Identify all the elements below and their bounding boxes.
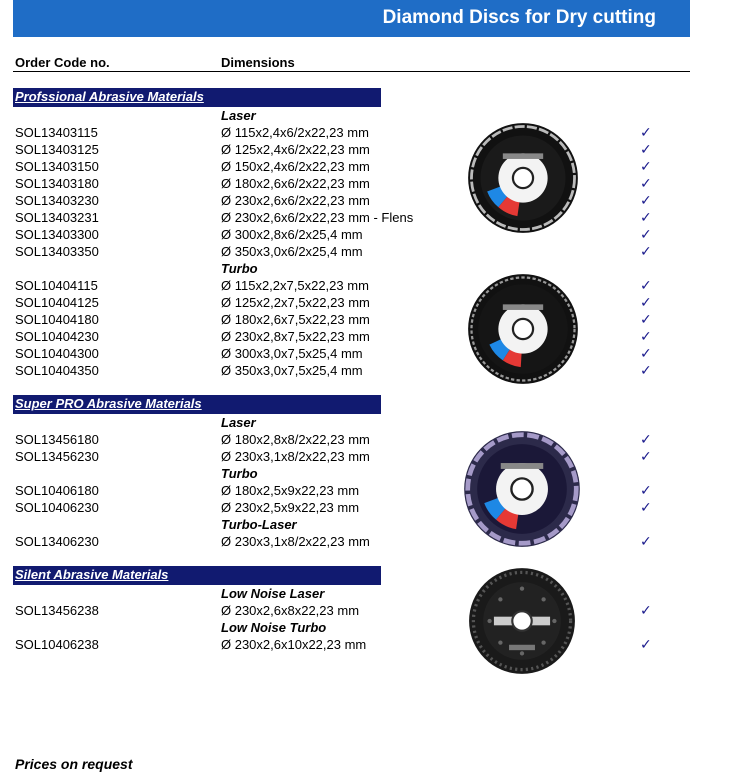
table-row [0, 432, 729, 449]
check-icon: ✓ [640, 124, 652, 140]
order-code: SOL13403350 [15, 244, 99, 259]
check-icon: ✓ [640, 602, 652, 618]
order-code: SOL10404350 [15, 363, 99, 378]
table-row [0, 346, 729, 363]
order-code: SOL13456230 [15, 449, 99, 464]
check-icon: ✓ [640, 499, 652, 515]
check-icon: ✓ [640, 362, 652, 378]
check-icon: ✓ [640, 636, 652, 652]
table-row [0, 483, 729, 500]
table-row [0, 227, 729, 244]
dimensions-value: Ø 230x3,1x8/2x22,23 mm [221, 449, 370, 464]
order-code: SOL13456180 [15, 432, 99, 447]
dimensions-value: Ø 230x2,8x7,5x22,23 mm [221, 329, 370, 344]
order-code: SOL13406230 [15, 534, 99, 549]
dimensions-value: Ø 350x3,0x6/2x25,4 mm [221, 244, 363, 259]
check-icon: ✓ [640, 448, 652, 464]
dimensions-value: Ø 150x2,4x6/2x22,23 mm [221, 159, 370, 174]
table-row [0, 500, 729, 517]
table-row [0, 159, 729, 176]
page-title: Diamond Discs for Dry cutting [382, 7, 656, 28]
dimensions-value: Ø 180x2,6x6/2x22,23 mm [221, 176, 370, 191]
group-label: Laser [221, 108, 256, 123]
dimensions-value: Ø 125x2,4x6/2x22,23 mm [221, 142, 370, 157]
dimensions-value: Ø 115x2,2x7,5x22,23 mm [221, 278, 369, 293]
order-code: SOL10406230 [15, 500, 99, 515]
check-icon: ✓ [640, 345, 652, 361]
dimensions-value: Ø 350x3,0x7,5x25,4 mm [221, 363, 363, 378]
check-icon: ✓ [640, 158, 652, 174]
group-label: Turbo [221, 466, 258, 481]
order-code-header: Order Code no. [15, 55, 110, 70]
check-icon: ✓ [640, 277, 652, 293]
dimensions-value: Ø 230x2,6x6/2x22,23 mm [221, 193, 370, 208]
dimensions-value: Ø 115x2,4x6/2x22,23 mm [221, 125, 369, 140]
check-icon: ✓ [640, 533, 652, 549]
order-code: SOL10404125 [15, 295, 99, 310]
check-icon: ✓ [640, 294, 652, 310]
turbo-disc-image [467, 273, 579, 385]
table-row [0, 329, 729, 346]
section-label: Super PRO Abrasive Materials [15, 396, 202, 411]
order-code: SOL13403231 [15, 210, 99, 225]
order-code: SOL10406180 [15, 483, 99, 498]
order-code: SOL10406238 [15, 637, 99, 652]
section-header [13, 395, 381, 414]
table-row [0, 637, 729, 654]
dimensions-value: Ø 125x2,2x7,5x22,23 mm [221, 295, 370, 310]
dimensions-value: Ø 230x2,5x9x22,23 mm [221, 500, 360, 515]
header-divider [13, 71, 690, 72]
footer-note: Prices on request [15, 756, 133, 772]
check-icon: ✓ [640, 243, 652, 259]
table-row [0, 534, 729, 551]
table-row [0, 278, 729, 295]
title-bar [13, 0, 690, 37]
dimensions-value: Ø 180x2,5x9x22,23 mm [221, 483, 360, 498]
laser-disc-image [467, 122, 579, 234]
order-code: SOL13403115 [15, 125, 98, 140]
check-icon: ✓ [640, 175, 652, 191]
dimensions-header: Dimensions [221, 55, 295, 70]
table-row [0, 142, 729, 159]
check-icon: ✓ [640, 226, 652, 242]
silent-disc-image [466, 567, 578, 675]
table-row [0, 125, 729, 142]
table-row [0, 176, 729, 193]
order-code: SOL10404300 [15, 346, 99, 361]
order-code: SOL10404115 [15, 278, 98, 293]
check-icon: ✓ [640, 431, 652, 447]
super-pro-disc-image [463, 430, 581, 548]
order-code: SOL13403180 [15, 176, 99, 191]
dimensions-value: Ø 300x3,0x7,5x25,4 mm [221, 346, 363, 361]
table-row [0, 295, 729, 312]
section-label: Silent Abrasive Materials [15, 567, 169, 582]
check-icon: ✓ [640, 209, 652, 225]
check-icon: ✓ [640, 311, 652, 327]
section-header [13, 88, 381, 107]
table-row [0, 193, 729, 210]
dimensions-value: Ø 230x3,1x8/2x22,23 mm [221, 534, 370, 549]
check-icon: ✓ [640, 482, 652, 498]
order-code: SOL10404230 [15, 329, 99, 344]
table-row [0, 603, 729, 620]
group-label: Turbo [221, 261, 258, 276]
order-code: SOL10404180 [15, 312, 99, 327]
table-row [0, 244, 729, 261]
dimensions-value: Ø 180x2,6x7,5x22,23 mm [221, 312, 370, 327]
section-label: Profssional Abrasive Materials [15, 89, 204, 104]
dimensions-value: Ø 230x2,6x6/2x22,23 mm - Flens [221, 210, 414, 225]
group-label: Turbo-Laser [221, 517, 297, 532]
order-code: SOL13403125 [15, 142, 99, 157]
group-label: Low Noise Turbo [221, 620, 327, 635]
dimensions-value: Ø 230x2,6x8x22,23 mm [221, 603, 360, 618]
check-icon: ✓ [640, 141, 652, 157]
dimensions-value: Ø 300x2,8x6/2x25,4 mm [221, 227, 363, 242]
order-code: SOL13403300 [15, 227, 99, 242]
check-icon: ✓ [640, 328, 652, 344]
order-code: SOL13403150 [15, 159, 99, 174]
order-code: SOL13403230 [15, 193, 99, 208]
check-icon: ✓ [640, 192, 652, 208]
table-row [0, 449, 729, 466]
table-row [0, 210, 729, 227]
dimensions-value: Ø 230x2,6x10x22,23 mm [221, 637, 367, 652]
order-code: SOL13456238 [15, 603, 99, 618]
section-header [13, 566, 381, 585]
dimensions-value: Ø 180x2,8x8/2x22,23 mm [221, 432, 370, 447]
table-row [0, 363, 729, 380]
group-label: Laser [221, 415, 256, 430]
group-label: Low Noise Laser [221, 586, 325, 601]
table-row [0, 312, 729, 329]
